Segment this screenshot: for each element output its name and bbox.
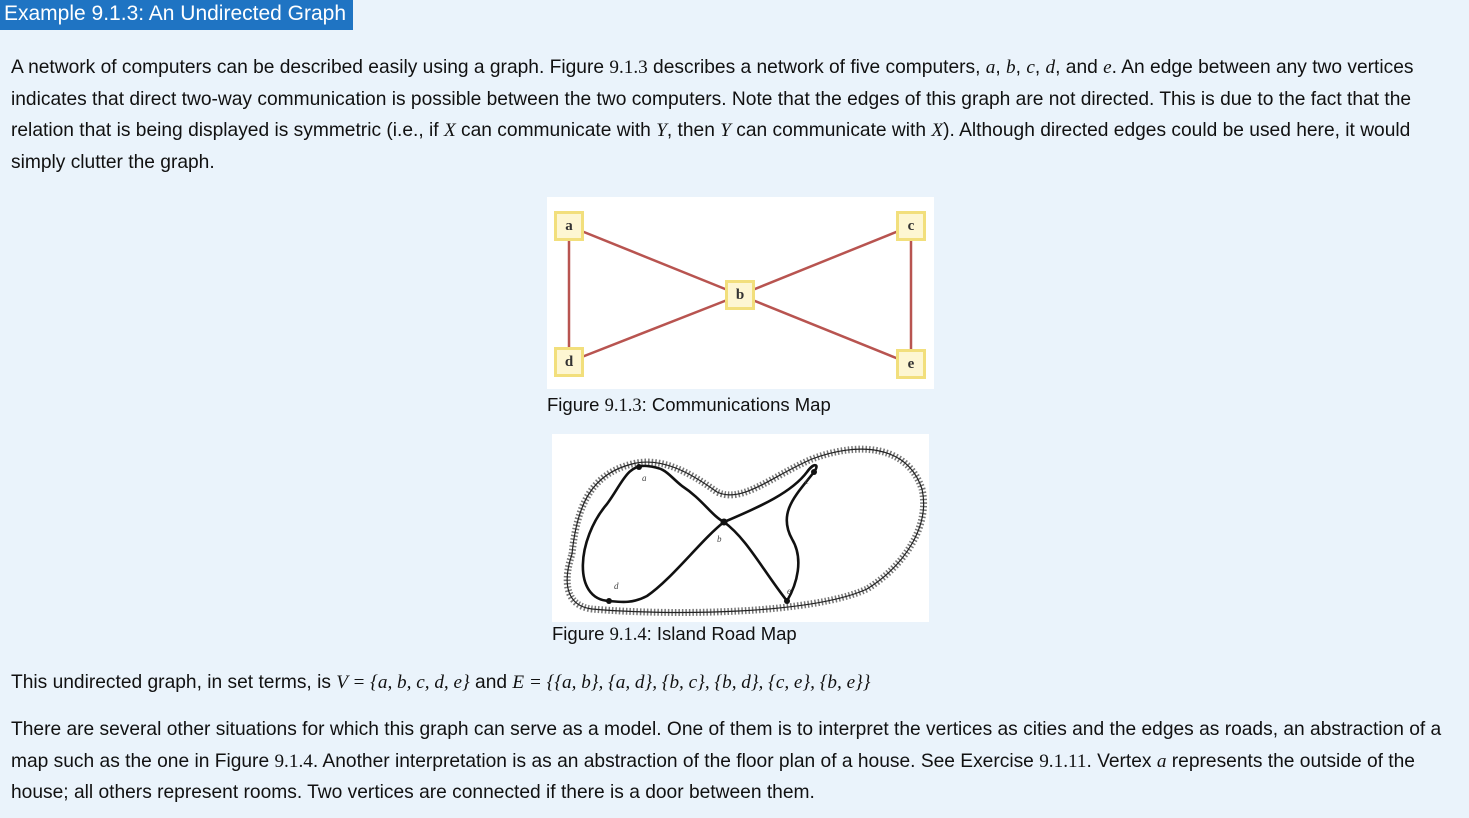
node-c: c <box>896 211 926 241</box>
figure-caption-1: Figure 9.1.3: Communications Map <box>547 394 831 416</box>
set-terms-paragraph: This undirected graph, in set terms, is V = {a, b, c, d, e} and E = {{a, b}, {a, d}, {b, c}, {b, d}, {c, e}, {b, e}} <box>11 672 871 693</box>
map-label-b: b <box>717 534 722 544</box>
node-b: b <box>725 280 755 310</box>
edge-b-e <box>740 295 911 364</box>
map-label-d: d <box>614 581 619 591</box>
map-label-e: e <box>787 586 791 596</box>
map-label-a: a <box>642 473 647 483</box>
communications-map-figure <box>547 197 934 389</box>
edge-b-c <box>740 226 911 295</box>
node-d: d <box>554 347 584 377</box>
closing-paragraph: There are several other situations for which this graph can serve as a model. One of them is to interpret the vertices as cities and the edges as roads, an abstraction of a map such as the one in Figure 9.1.4. Another interpretation is as an abstraction of the floor plan of a house. See Exercise 9.1.11. Vertex a represents the outside of the house; all others represent rooms. Two vertices are connected if there is a door between them. <box>11 719 1442 803</box>
node-a: a <box>554 211 584 241</box>
island-drawing <box>552 434 929 622</box>
vertex-set: V = {a, b, c, d, e} <box>336 672 470 693</box>
island-road-map-figure <box>552 434 929 622</box>
edge-b-d <box>569 295 740 362</box>
map-label-c: c <box>805 476 809 486</box>
figure-ref[interactable]: 9.1.3 <box>609 57 648 78</box>
exercise-ref[interactable]: 9.1.11 <box>1039 750 1087 772</box>
figure-ref-2[interactable]: 9.1.4 <box>274 750 313 772</box>
figure-caption-2: Figure 9.1.4: Island Road Map <box>552 623 797 645</box>
node-e: e <box>896 349 926 379</box>
example-title: Example 9.1.3: An Undirected Graph <box>0 0 353 30</box>
intro-paragraph: A network of computers can be described easily using a graph. Figure 9.1.3 describes a network of five computers, a, b, c, d, and e. An edge between any two vertices indicates that direct two-way communication is possible between the two computers. Note that the edges of this graph are not directed. This is due to the fact that the relation that is being displayed is symmetric (i.e., if X can communicate with Y, then Y can communicate with X). Although directed edges could be used here, it would simply clutter the graph. <box>11 57 1414 173</box>
edge-a-b <box>569 226 740 295</box>
edge-set: E = {{a, b}, {a, d}, {b, c}, {b, d}, {c, e}, {b, e}} <box>512 672 871 693</box>
